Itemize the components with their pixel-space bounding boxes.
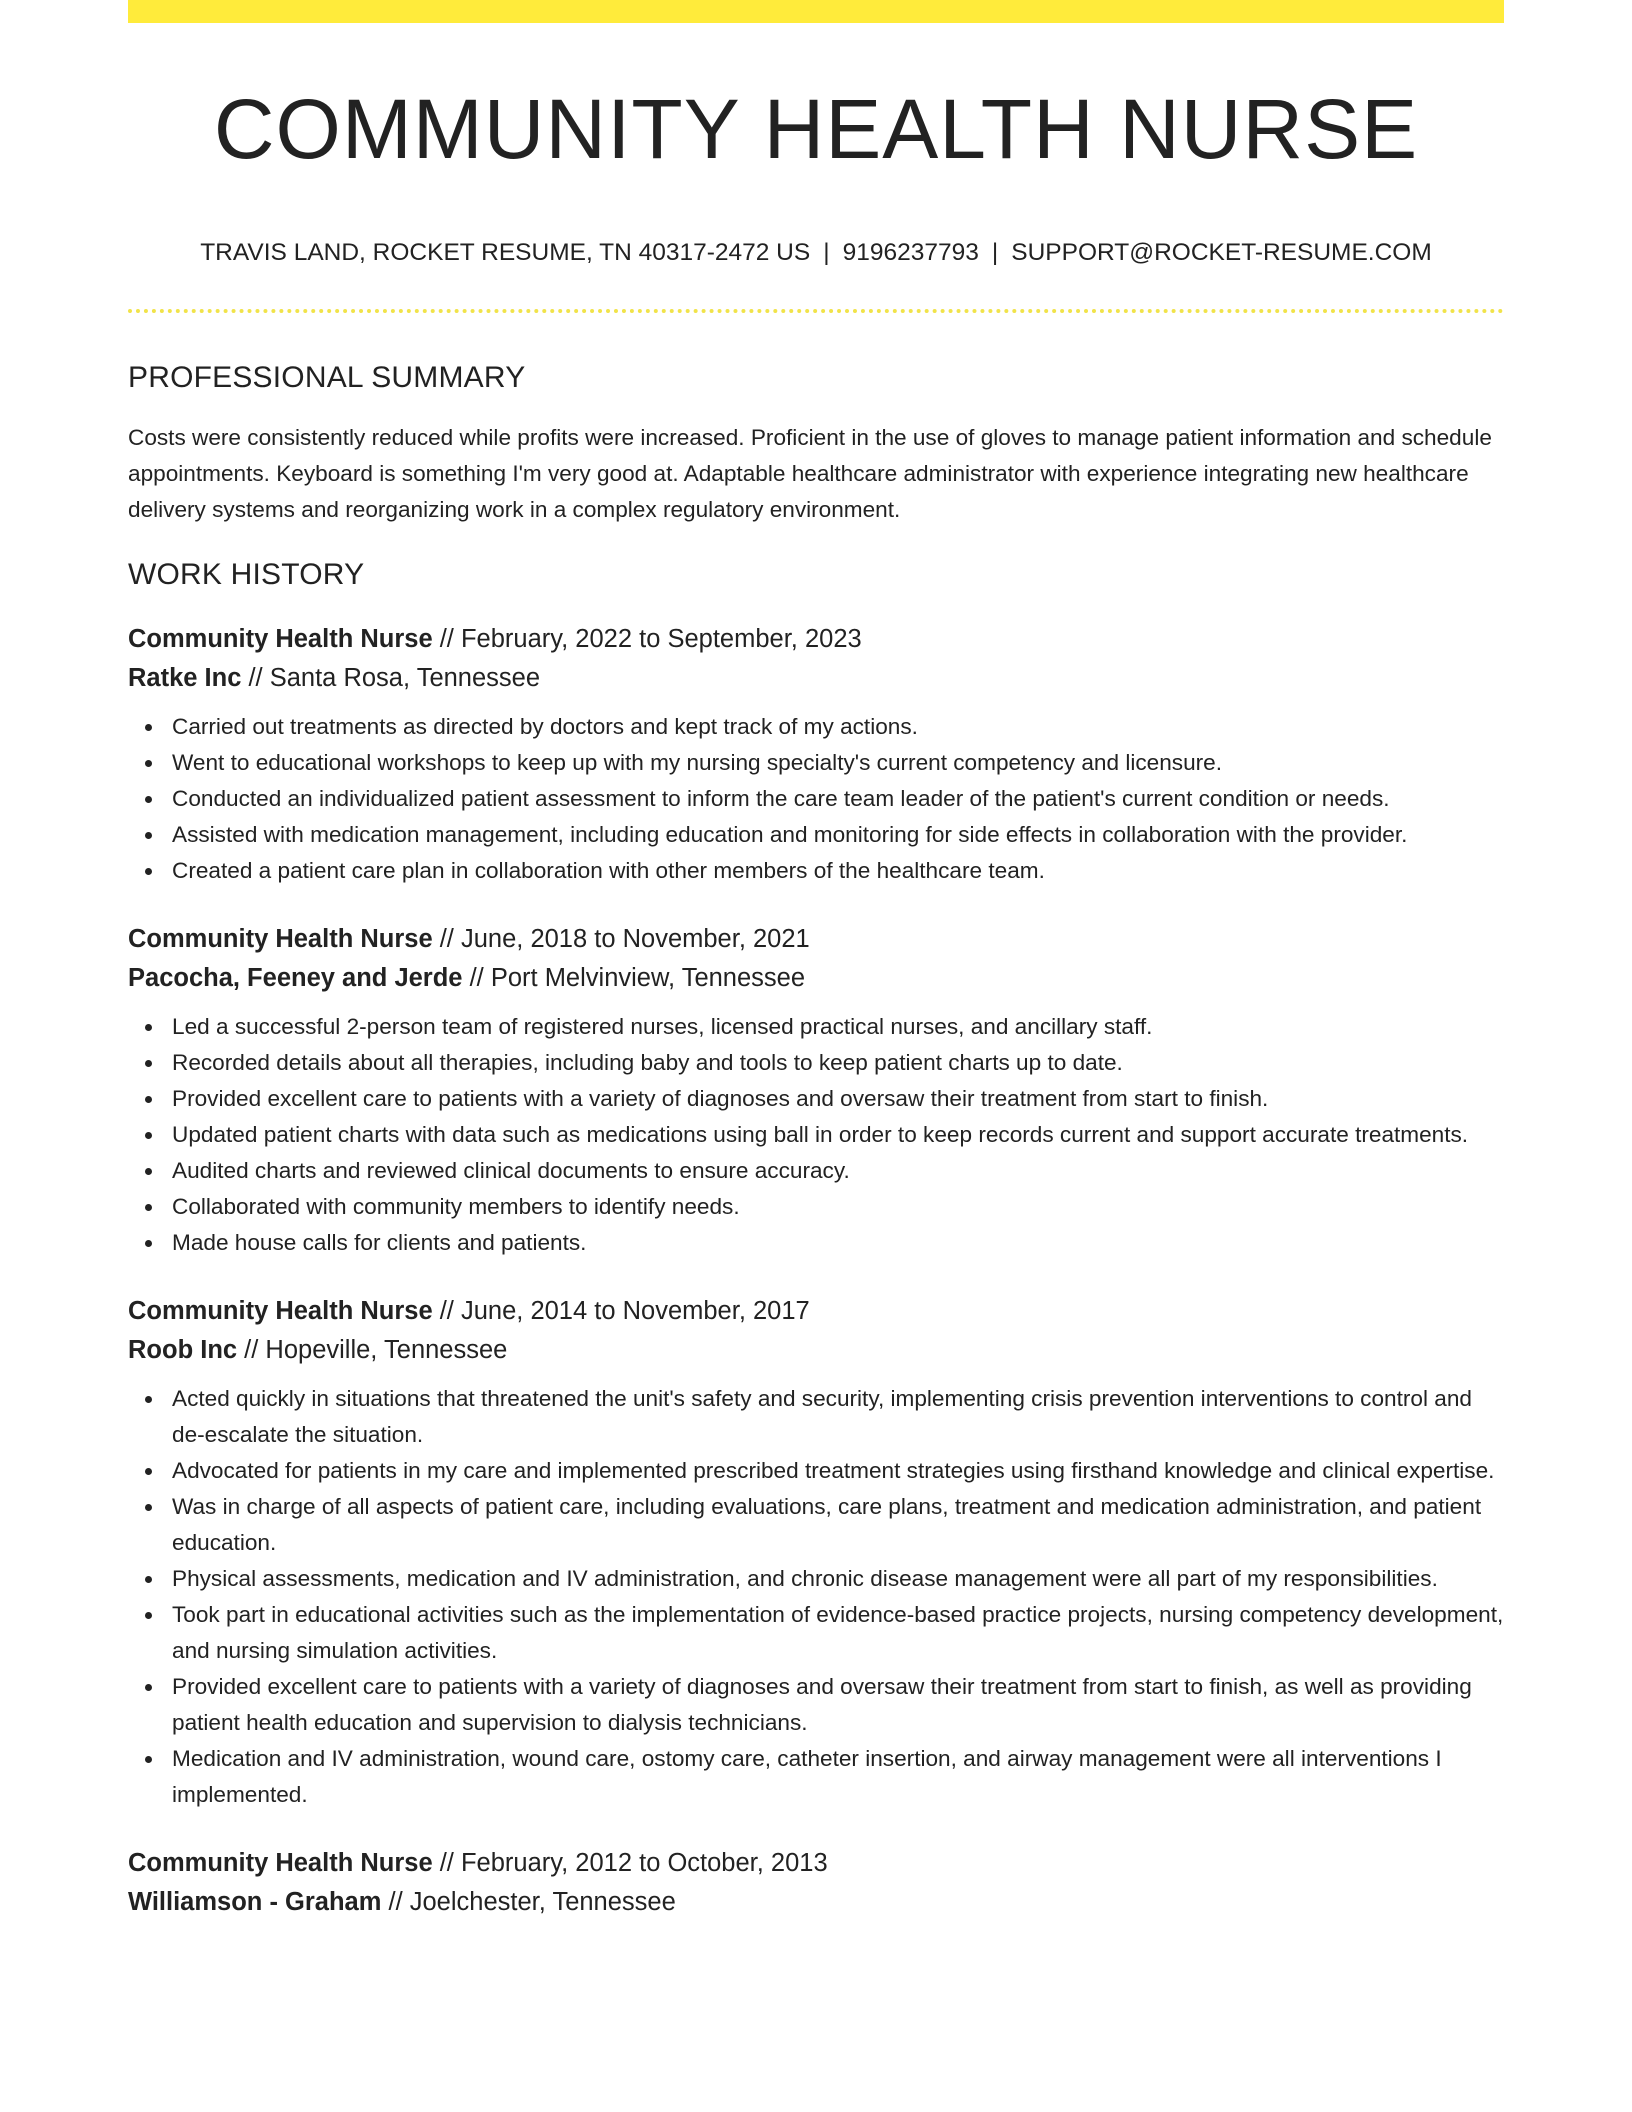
job-bullet-text: Collaborated with community members to identify needs. bbox=[172, 1194, 740, 1219]
contact-phone: 9196237793 bbox=[842, 239, 979, 266]
job-bullet bbox=[172, 1045, 1504, 1081]
job-role: Community Health Nurse bbox=[128, 1297, 433, 1325]
bullet-dot-icon bbox=[145, 1204, 152, 1211]
job-location: // Hopeville, Tennessee bbox=[237, 1335, 508, 1364]
job-bullet-text: Went to educational workshops to keep up with my nursing specialty's current competency and licensure. bbox=[172, 750, 1223, 775]
contact-separator: | bbox=[823, 239, 830, 266]
job-bullet-text: Assisted with medication management, including education and monitoring for side effects in collaboration with the provider. bbox=[172, 822, 1408, 847]
job-bullet-text: Audited charts and reviewed clinical documents to ensure accuracy. bbox=[172, 1158, 850, 1183]
job-bullet-text: Created a patient care plan in collaboration with other members of the healthcare team. bbox=[172, 858, 1045, 883]
job-location: // Port Melvinview, Tennessee bbox=[462, 963, 806, 992]
bullet-dot-icon bbox=[145, 868, 152, 875]
contact-separator: | bbox=[991, 239, 999, 266]
job-title-line bbox=[128, 1292, 1504, 1331]
job-bullet-text: Acted quickly in situations that threatened the unit's safety and security, implementing crisis prevention interventions to control and de-escalate the situation. bbox=[172, 1386, 1472, 1447]
job-dates: // June, 2018 to November, 2021 bbox=[432, 925, 810, 953]
job-bullet-text: Led a successful 2-person team of registered nurses, licensed practical nurses, and ancillary staff. bbox=[172, 1014, 1153, 1039]
job-entry bbox=[128, 1844, 1504, 1921]
job-bullet bbox=[172, 781, 1504, 817]
job-bullet-text: Advocated for patients in my care and implemented prescribed treatment strategies using firsthand knowledge and clinical expertise. bbox=[172, 1458, 1495, 1483]
summary-paragraph: Costs were consistently reduced while profits were increased. Proficient in the use of gloves to manage patient information and schedule appointments. Keyboard is something I'm very good at. Adaptable healthcare administrator with experience integrating new healthcare delivery systems and reorganizing work in a complex regulatory environment. bbox=[128, 425, 1492, 522]
job-company: Pacocha, Feeney and Jerde bbox=[128, 963, 463, 992]
bullet-dot-icon bbox=[145, 1060, 152, 1067]
job-bullet bbox=[172, 1081, 1504, 1117]
job-bullet-text: Physical assessments, medication and IV administration, and chronic disease management were all part of my responsibilities. bbox=[172, 1566, 1438, 1591]
job-bullet-text: Provided excellent care to patients with a variety of diagnoses and oversaw their treatment from start to finish. bbox=[172, 1086, 1269, 1111]
work-history-list bbox=[128, 620, 1504, 1921]
job-bullet-text: Took part in educational activities such as the implementation of evidence-based practice projects, nursing competency development, and nursing simulation activities. bbox=[172, 1602, 1504, 1663]
job-bullet-text: Made house calls for clients and patients. bbox=[172, 1230, 587, 1255]
contact-address: TRAVIS LAND, ROCKET RESUME, TN 40317-2472 US bbox=[200, 239, 811, 266]
job-company-line bbox=[128, 659, 1504, 698]
contact-email: SUPPORT@ROCKET-RESUME.COM bbox=[1011, 239, 1432, 266]
job-bullet-text: Conducted an individualized patient assessment to inform the care team leader of the patient's current condition or needs. bbox=[172, 786, 1390, 811]
bullet-dot-icon bbox=[145, 1132, 152, 1139]
bullet-dot-icon bbox=[145, 1024, 152, 1031]
job-bullet bbox=[172, 1189, 1504, 1225]
job-company-line bbox=[128, 959, 1504, 998]
job-bullet-text: Medication and IV administration, wound care, ostomy care, catheter insertion, and airway management were all interventions I implemented. bbox=[172, 1746, 1442, 1807]
job-bullet bbox=[172, 853, 1504, 889]
dotted-divider bbox=[128, 309, 1504, 313]
job-bullet bbox=[172, 1225, 1504, 1261]
job-title-line bbox=[128, 620, 1504, 659]
job-dates: // February, 2022 to September, 2023 bbox=[432, 625, 862, 653]
job-bullet-text: Updated patient charts with data such as medications using ball in order to keep records current and support accurate treatments. bbox=[172, 1122, 1469, 1147]
bullet-dot-icon bbox=[145, 1684, 152, 1691]
bullet-dot-icon bbox=[145, 1756, 152, 1763]
job-bullet-text: Provided excellent care to patients with a variety of diagnoses and oversaw their treatment from start to finish, as well as providing patient health education and supervision to dialysis technicians. bbox=[172, 1674, 1472, 1735]
bullet-dot-icon bbox=[145, 1504, 152, 1511]
contact-line bbox=[128, 239, 1504, 267]
bullet-dot-icon bbox=[145, 832, 152, 839]
job-title-line bbox=[128, 920, 1504, 959]
job-bullet-text: Recorded details about all therapies, including baby and tools to keep patient charts up to date. bbox=[172, 1050, 1123, 1075]
job-dates: // February, 2012 to October, 2013 bbox=[432, 1849, 828, 1877]
section-heading-summary: PROFESSIONAL SUMMARY bbox=[128, 361, 526, 394]
job-company-line bbox=[128, 1883, 1504, 1922]
job-bullet bbox=[172, 1597, 1504, 1669]
resume-page bbox=[128, 0, 1504, 1921]
job-bullet bbox=[172, 1117, 1504, 1153]
job-title-line bbox=[128, 1844, 1504, 1883]
job-role: Community Health Nurse bbox=[128, 625, 433, 653]
bullet-dot-icon bbox=[145, 1396, 152, 1403]
bullet-dot-icon bbox=[145, 1576, 152, 1583]
bullet-dot-icon bbox=[145, 796, 152, 803]
job-bullet bbox=[172, 1669, 1504, 1741]
job-entry bbox=[128, 620, 1504, 889]
bullet-dot-icon bbox=[145, 1468, 152, 1475]
job-bullet bbox=[172, 1741, 1504, 1813]
job-bullet-text: Was in charge of all aspects of patient care, including evaluations, care plans, treatment and medication administration, and patient education. bbox=[172, 1494, 1482, 1555]
job-bullet bbox=[172, 1561, 1504, 1597]
bullet-dot-icon bbox=[145, 724, 152, 731]
job-bullet bbox=[172, 1153, 1504, 1189]
job-company: Williamson - Graham bbox=[128, 1887, 382, 1916]
job-company-line bbox=[128, 1331, 1504, 1370]
accent-bar bbox=[128, 0, 1504, 23]
job-bullet bbox=[172, 1453, 1504, 1489]
job-entry bbox=[128, 1292, 1504, 1813]
bullet-dot-icon bbox=[145, 1096, 152, 1103]
job-bullet bbox=[172, 709, 1504, 745]
bullet-dot-icon bbox=[145, 1612, 152, 1619]
job-bullet-text: Carried out treatments as directed by doctors and kept track of my actions. bbox=[172, 714, 918, 739]
job-bullet bbox=[172, 745, 1504, 781]
section-heading-work-history: WORK HISTORY bbox=[128, 558, 365, 591]
job-bullet bbox=[172, 1381, 1504, 1453]
job-role: Community Health Nurse bbox=[128, 1849, 433, 1877]
job-bullet bbox=[172, 1489, 1504, 1561]
bullet-dot-icon bbox=[145, 1240, 152, 1247]
job-bullet bbox=[172, 1009, 1504, 1045]
job-location: // Joelchester, Tennessee bbox=[381, 1887, 676, 1916]
job-role: Community Health Nurse bbox=[128, 925, 433, 953]
job-company: Roob Inc bbox=[128, 1335, 238, 1364]
bullet-dot-icon bbox=[145, 1168, 152, 1175]
job-bullet-list bbox=[128, 709, 1504, 889]
resume-title: COMMUNITY HEALTH NURSE bbox=[213, 82, 1419, 176]
job-bullet-list bbox=[128, 1381, 1504, 1813]
job-location: // Santa Rosa, Tennessee bbox=[241, 663, 541, 692]
job-bullet bbox=[172, 817, 1504, 853]
job-dates: // June, 2014 to November, 2017 bbox=[432, 1297, 810, 1325]
job-company: Ratke Inc bbox=[128, 663, 242, 692]
bullet-dot-icon bbox=[145, 760, 152, 767]
job-bullet-list bbox=[128, 1009, 1504, 1261]
job-entry bbox=[128, 920, 1504, 1261]
